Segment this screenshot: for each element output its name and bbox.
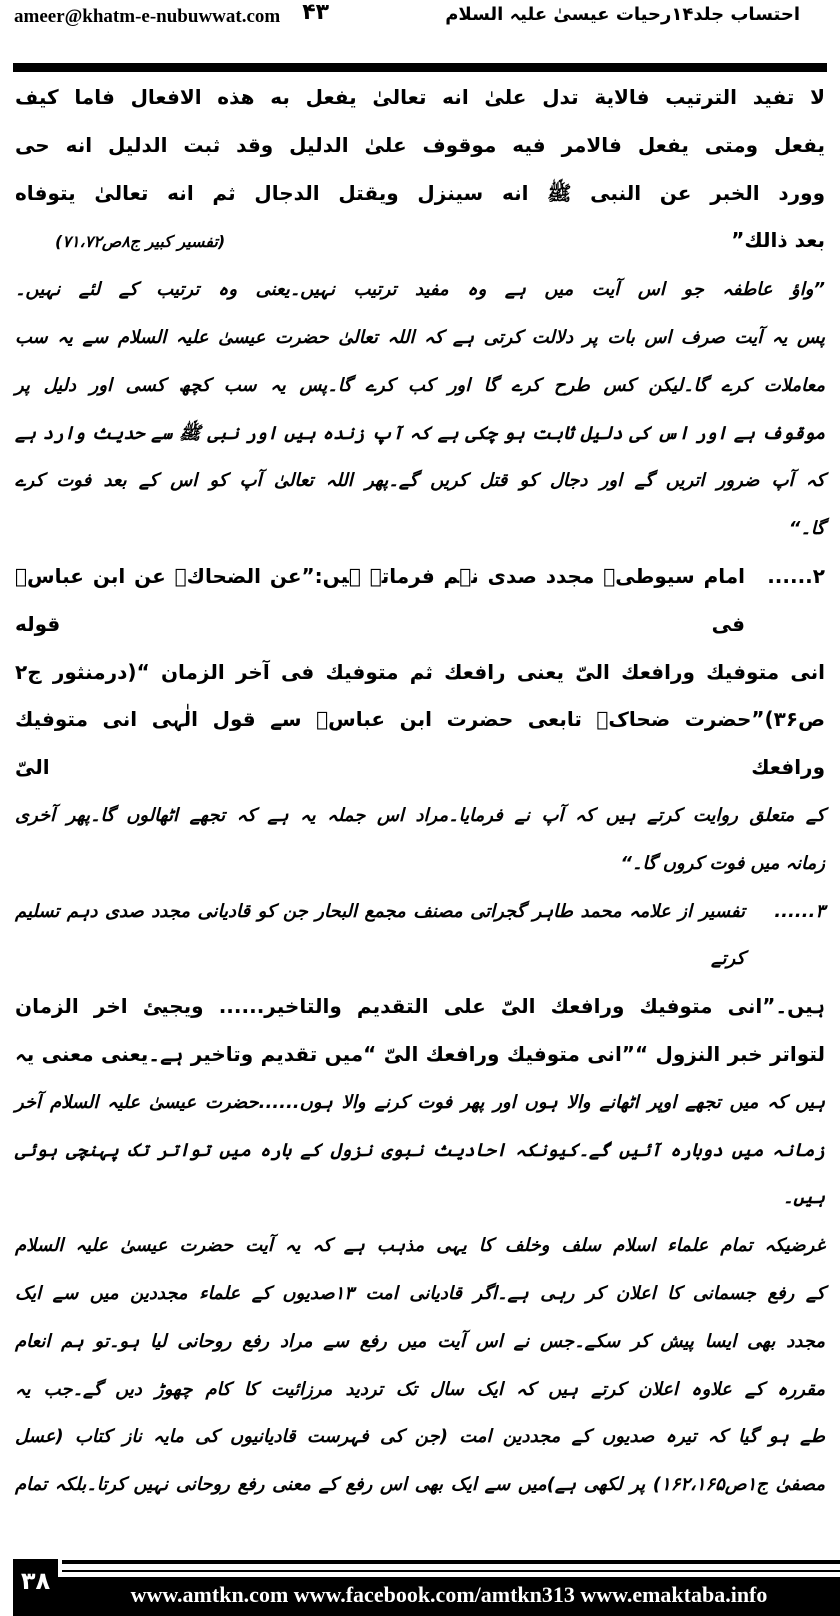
header-email: ameer@khatm-e-nubuwwat.com <box>14 6 281 27</box>
line-text: وورد الخبر عن النبى ﷺ انه سينزل ويقتل الدجال ثم انه تعالىٰ يتوفاه <box>15 180 825 205</box>
line-text: انى متوفيك ورافعك الىّ يعنى رافعك ثم متوفيك فى آخر الزمان “(درمنثور ج۲ <box>15 659 825 684</box>
text-line <box>15 888 825 984</box>
text-line <box>15 1318 825 1366</box>
line-text: بعد ذالك” <box>731 228 825 253</box>
footer-rule-thin <box>62 1570 840 1572</box>
footer-links: www.amtkn.com www.facebook.com/amtkn313 www.emaktaba.info <box>58 1577 840 1616</box>
text-line <box>15 505 825 553</box>
text-line <box>15 1079 825 1127</box>
footer-page-number: ۳۸ <box>13 1559 58 1616</box>
line-text: يفعل ومتى يفعل فالامر فيه موقوف علىٰ الدليل وقد ثبت الدليل انه حى <box>15 132 825 157</box>
line-text: زمانہ میں دوبارہ آئیں گے۔کیونکہ احادیث نبوی نزول کے بارہ میں تواتر تک پہنچی ہوئی ہیں۔ <box>15 1139 825 1209</box>
header-page-number: ۴۳ <box>302 0 330 25</box>
line-text: مجدد بھی ایسا پیش کر سکے۔جس نے اس آیت میں رفع سے مراد رفع روحانی لیا ہو۔تو ہم انعام <box>15 1330 825 1352</box>
text-line <box>15 553 825 649</box>
page-footer <box>0 1559 840 1616</box>
text-line <box>15 362 825 410</box>
text-line <box>15 1413 825 1461</box>
text-line <box>15 410 825 458</box>
item-number: ۲...... <box>767 563 825 588</box>
text-line <box>15 983 825 1031</box>
line-text: ”واؤ عاطفہ جو اس آیت میں ہے وہ مفید ترتیب نہیں۔یعنی وہ ترتیب کے لئے نہیں۔ <box>15 279 825 301</box>
text-line <box>15 792 825 840</box>
text-line <box>15 217 825 266</box>
text-line <box>15 457 825 505</box>
line-text: امام سیوطیؒ مجدد صدی نہم فرماتے ہیں:”عن الضحاكؒ عن ابن عباسؓ فى قوله <box>15 563 745 636</box>
text-line <box>15 1127 825 1223</box>
line-text: لتواتر خبر النزول “”انى متوفيك ورافعك الىّ “میں تقدیم وتاخیر ہے۔یعنی معنی یہ <box>15 1041 825 1066</box>
text-line <box>15 1222 825 1270</box>
header-book-title: احتساب جلد۱۴رحیات عیسیٰ علیہ السلام <box>445 4 800 25</box>
footer-rule-thick <box>62 1560 840 1564</box>
line-text: کہ آپ ضرور اتریں گے اور دجال کو قتل کریں گے۔پھر اللہ تعالیٰ آپ کو اس کے بعد فوت کرے <box>15 470 825 492</box>
line-text: کے متعلق روایت کرتے ہیں کہ آپ نے فرمایا۔مراد اس جملہ یہ ہے کہ تجھے اٹھالوں گا۔پھر آخری <box>15 804 825 826</box>
page-header <box>0 0 840 63</box>
text-line <box>15 170 825 218</box>
text-line <box>15 1270 825 1318</box>
citation-reference: (تفسیر کبیر ج۸ص۷۱،۷۲) <box>55 232 226 252</box>
text-line <box>15 1461 825 1509</box>
line-text: موقوف ہے اور اس کی دلیل ثابت ہو چکی ہے کہ آپ زندہ ہیں اور نبی ﷺ سے حدیث وارد ہے <box>15 422 825 444</box>
item-number: ۳...... <box>774 900 825 922</box>
line-text: ہیں۔”انى متوفيك ورافعك الىّ على التقديم والتاخير...... ويجيئ اخر الزمان <box>15 994 825 1019</box>
line-text: گا۔“ <box>788 518 825 540</box>
text-line <box>15 649 825 697</box>
text-line <box>15 1031 825 1079</box>
line-text: طے ہو گیا کہ تیرہ صدیوں کے مجددین امت (جن کی فہرست قادیانیوں کی مایہ ناز کتاب (عسل <box>15 1426 825 1448</box>
line-text: مقررہ کے علاوہ اعلان کرتے ہیں کہ ایک سال تک تردید مرزائیت کا کام چھوڑ دیں گے۔جب یہ <box>15 1378 825 1400</box>
line-text: معاملات کرے گا۔لیکن کس طرح کرے گا اور کب کرے گا۔پس یہ سب کچھ کسی اور دلیل پر <box>15 374 825 396</box>
text-line <box>15 266 825 314</box>
line-text: لا تفيد الترتيب فالاية تدل علىٰ انه تعالىٰ يفعل به هذه الافعال فاما كيف <box>15 85 825 109</box>
line-text: زمانہ میں فوت کروں گا۔“ <box>620 852 825 874</box>
line-text: ہیں کہ میں تجھے اوپر اٹھانے والا ہوں اور پھر فوت کرنے والا ہوں......حضرت عیسیٰ علیہ السلام آخر <box>15 1091 825 1113</box>
text-line <box>15 122 825 170</box>
header-rule <box>13 63 827 72</box>
line-text: تفسیر از علامہ محمد طاہر گجراتی مصنف مجمع البحار جن کو قادیانی مجدد صدی دہم تسلیم کرتے <box>15 900 745 970</box>
page-body-text <box>15 74 825 1509</box>
text-line <box>15 314 825 362</box>
line-text: ص۳۶)”حضرت ضحاکؒ تابعی حضرت ابن عباسؓ سے قول الٰہی انى متوفيك ورافعك الىّ <box>15 707 825 780</box>
text-line <box>15 74 825 122</box>
text-line <box>15 1366 825 1414</box>
text-line <box>15 696 825 792</box>
line-text: غرضیکہ تمام علماء اسلام سلف وخلف کا یہی مذہب ہے کہ یہ آیت حضرت عیسیٰ علیہ السلام <box>15 1235 825 1257</box>
text-line <box>15 840 825 888</box>
line-text: پس یہ آیت صرف اس بات پر دلالت کرتی ہے کہ اللہ تعالیٰ حضرت عیسیٰ علیہ السلام سے یہ سب <box>15 326 825 348</box>
line-text: کے رفع جسمانی کا اعلان کر رہی ہے۔اگر قادیانی امت ۱۳صدیوں کے علماء مجددین میں سے ایک <box>15 1282 825 1304</box>
line-text: مصفیٰ ج۱ص۱۶۲،۱۶۵) پر لکھی ہے)میں سے ایک بھی اس رفع کے معنی رفع روحانی نہیں کرتا۔بلکہ تمام <box>15 1474 825 1496</box>
